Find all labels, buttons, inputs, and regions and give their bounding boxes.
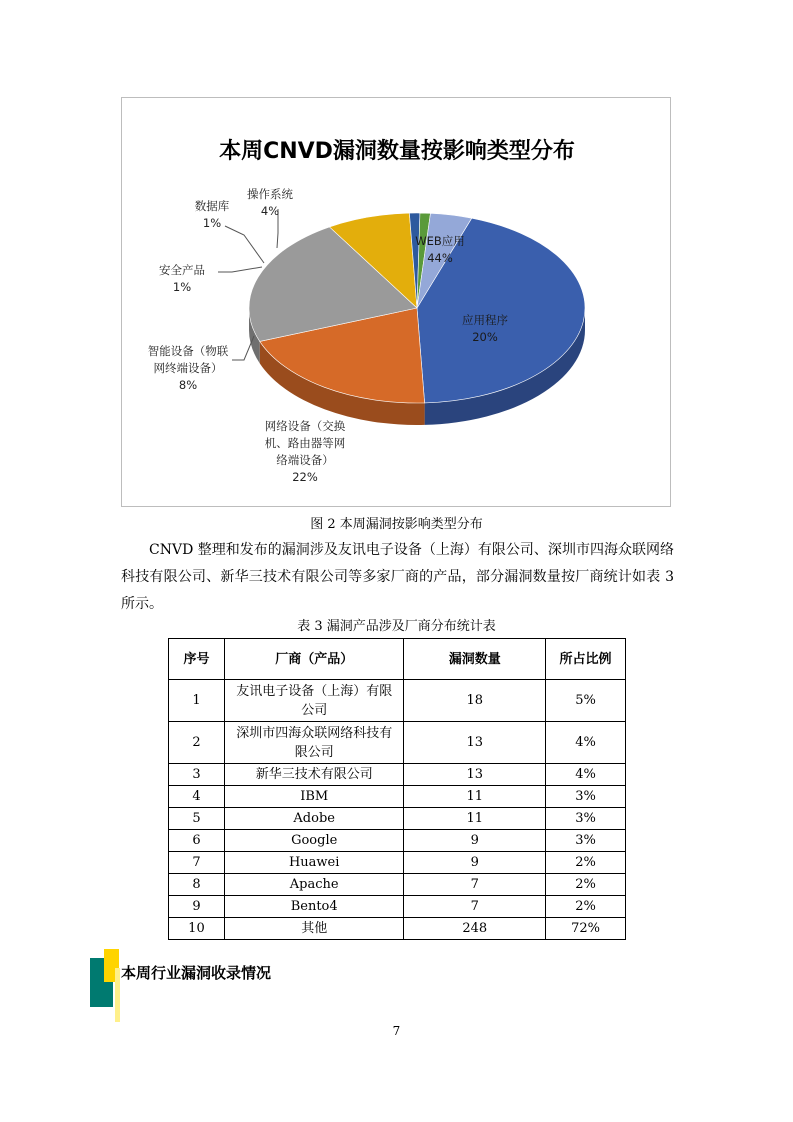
cell-ratio: 4%: [546, 764, 626, 786]
cell-count: 9: [404, 852, 546, 874]
table-row: [169, 786, 626, 808]
table-header-row: [169, 639, 626, 680]
cell-ratio: 4%: [546, 722, 626, 764]
cell-vendor: Bento4: [224, 896, 404, 918]
cell-count: 13: [404, 764, 546, 786]
leader-line-db: [225, 226, 264, 263]
cell-count: 7: [404, 874, 546, 896]
cell-index: 9: [169, 896, 225, 918]
cell-index: 7: [169, 852, 225, 874]
cell-vendor: Adobe: [224, 808, 404, 830]
table-row: [169, 918, 626, 940]
section-heading: 本周行业漏洞收录情况: [121, 964, 272, 982]
cell-count: 9: [404, 830, 546, 852]
header-index: 序号: [169, 639, 225, 680]
cell-ratio: 3%: [546, 808, 626, 830]
cell-vendor: Google: [224, 830, 404, 852]
cell-index: 5: [169, 808, 225, 830]
cell-count: 7: [404, 896, 546, 918]
header-ratio: 所占比例: [546, 639, 626, 680]
cell-ratio: 2%: [546, 852, 626, 874]
cell-vendor: Huawei: [224, 852, 404, 874]
cell-vendor: 深圳市四海众联网络科技有限公司: [224, 722, 404, 764]
figure-caption: 图 2 本周漏洞按影响类型分布: [310, 517, 483, 532]
cell-ratio: 72%: [546, 918, 626, 940]
cell-ratio: 3%: [546, 786, 626, 808]
cell-count: 18: [404, 680, 546, 722]
pie-label-sec: 安全产品 1%: [159, 263, 205, 294]
cell-count: 11: [404, 808, 546, 830]
vendor-table: [168, 638, 626, 940]
header-vendor: 厂商（产品）: [224, 639, 404, 680]
cell-count: 13: [404, 722, 546, 764]
cell-vendor: 其他: [224, 918, 404, 940]
pie-label-app: 应用程序 20%: [462, 313, 508, 344]
cell-index: 1: [169, 680, 225, 722]
cell-index: 10: [169, 918, 225, 940]
cell-ratio: 5%: [546, 680, 626, 722]
cell-vendor: 友讯电子设备（上海）有限公司: [224, 680, 404, 722]
pie-chart: [122, 98, 672, 508]
cell-count: 248: [404, 918, 546, 940]
cell-vendor: Apache: [224, 874, 404, 896]
table-row: [169, 896, 626, 918]
table-row: [169, 830, 626, 852]
body-paragraph: CNVD 整理和发布的漏洞涉及友讯电子设备（上海）有限公司、深圳市四海众联网络科技有限公司、新华三技术有限公司等多家厂商的产品，部分漏洞数量按厂商统计如表 3 所示。: [121, 542, 674, 612]
pie-label-net: 网络设备（交换机、路由器等网络端设备） 22%: [264, 419, 346, 484]
cell-index: 6: [169, 830, 225, 852]
cell-index: 4: [169, 786, 225, 808]
page-number: 7: [392, 1024, 401, 1038]
chart-title: 本周CNVD漏洞数量按影响类型分布: [219, 139, 575, 164]
pie-label-smart: 智能设备（物联网终端设备） 8%: [147, 344, 229, 392]
cell-index: 2: [169, 722, 225, 764]
table-row: [169, 764, 626, 786]
table-row: [169, 722, 626, 764]
cell-count: 11: [404, 786, 546, 808]
cell-vendor: IBM: [224, 786, 404, 808]
table-row: [169, 680, 626, 722]
pie-label-db: 数据库 1%: [194, 199, 230, 230]
heading-decoration-bar: [115, 968, 120, 1022]
cell-ratio: 2%: [546, 896, 626, 918]
table-row: [169, 808, 626, 830]
cell-index: 3: [169, 764, 225, 786]
pie-label-os: 操作系统 4%: [247, 187, 293, 218]
cell-vendor: 新华三技术有限公司: [224, 764, 404, 786]
cell-ratio: 2%: [546, 874, 626, 896]
table-row: [169, 874, 626, 896]
table-row: [169, 852, 626, 874]
leader-line-sec: [218, 267, 262, 272]
cell-index: 8: [169, 874, 225, 896]
chart-frame: [121, 97, 671, 507]
header-count: 漏洞数量: [404, 639, 546, 680]
pie-label-web: WEB应用 44%: [415, 234, 465, 265]
table-caption: 表 3 漏洞产品涉及厂商分布统计表: [297, 619, 496, 634]
cell-ratio: 3%: [546, 830, 626, 852]
